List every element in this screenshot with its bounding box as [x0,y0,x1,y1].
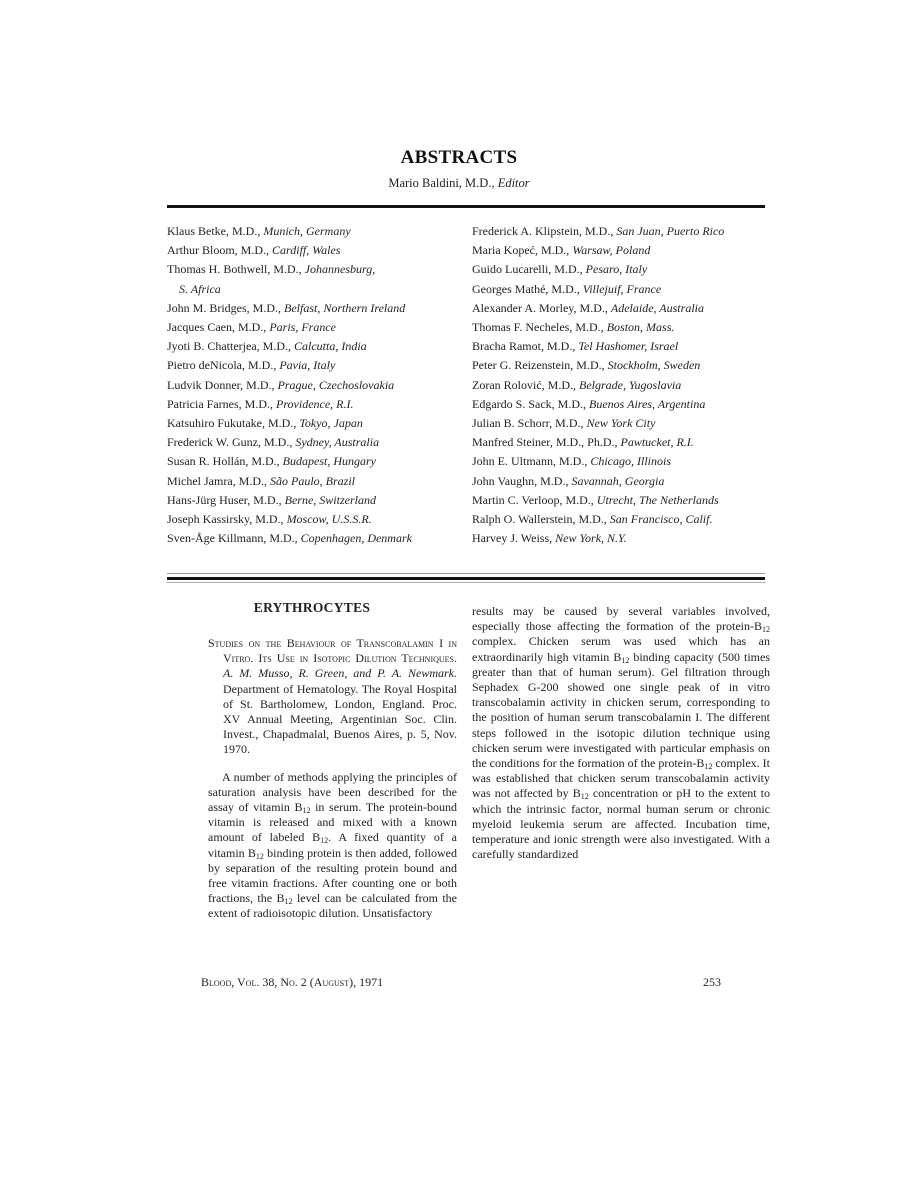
board-member [167,510,457,529]
board-member-location: Belfast, Northern Ireland [284,300,406,315]
board-member [472,222,772,241]
abstract-body-right [472,604,770,862]
board-member-location: Warsaw, Poland [572,243,651,258]
subscript: 12 [284,897,293,907]
board-member [472,491,772,510]
board-member-name: Katsuhiro Fukutake, M.D., [167,416,300,431]
board-member [167,395,457,414]
board-member-name: Georges Mathé, M.D., [472,281,583,296]
board-member [167,318,457,337]
body-text-segment: A number of methods applying the principles of saturation analysis have been described for the assay of vitamin B [208,769,457,815]
board-member-location: São Paulo, Brazil [269,473,355,488]
page-number: 253 [703,975,721,989]
editor-name: Mario Baldini, M.D., [388,176,498,190]
board-member [472,299,772,318]
board-member-location: Stockholm, Sweden [607,358,701,373]
board-member-name: Joseph Kassirsky, M.D., [167,512,287,527]
separator-rule-thin-bottom [167,582,765,583]
board-member-name: Arthur Bloom, M.D., [167,243,272,258]
board-member-location: Adelaide, Australia [610,300,704,315]
board-member [167,260,457,279]
board-member-location: New York, N.Y. [555,531,627,546]
board-member-location: Copenhagen, Denmark [300,531,412,546]
board-member-name: Ralph O. Wallerstein, M.D., [472,512,610,527]
board-member-name: Klaus Betke, M.D., [167,224,264,238]
board-member-location: Pawtucket, R.I. [620,435,694,450]
header-rule [167,205,765,208]
board-member [472,433,772,452]
board-member-name: Julian B. Schorr, M.D., [472,416,587,431]
board-member-location: Johannesburg, [304,262,376,277]
board-member-location: Moscow, U.S.S.R. [286,512,372,527]
board-member-name: Peter G. Reizenstein, M.D., [472,358,608,373]
body-text-segment: in serum. The protein-bound vitamin is released and mixed with a known amount of labeled B [208,800,457,845]
board-member [472,414,772,433]
board-member-name: Martin C. Verloop, M.D., [472,492,597,507]
board-member-location: Cardiff, Wales [272,243,341,258]
section-heading: ERYTHROCYTES [253,600,371,615]
body-text-segment: concentration or pH to the extent to which the intrinsic factor, normal human serum or chronic myeloid leukemia serum are affected. Incubation time, temperature and ionic strength were also investigated. With a carefully standardized [472,786,770,862]
board-member-name: Pietro deNicola, M.D., [167,358,280,373]
board-member-name: Thomas H. Bothwell, M.D., [167,262,305,277]
board-member-name: Ludvik Donner, M.D., [167,377,278,392]
board-member [472,529,772,548]
board-member-location: Villejuif, France [582,281,662,296]
board-member-name: Maria Kopeć, M.D., [472,243,573,258]
board-member-name: Thomas F. Necheles, M.D., [472,320,607,335]
board-member-name: Hans-Jürg Huser, M.D., [167,492,285,507]
subscript: 12 [762,625,770,635]
separator-rule-thick [167,577,765,580]
board-member [472,510,772,529]
board-member [167,433,457,452]
board-member-name: Jyoti B. Chatterjea, M.D., [167,339,294,354]
board-member-name: Bracha Ramot, M.D., [472,339,579,354]
subscript: 12 [302,806,311,816]
board-member [167,376,457,395]
board-member [167,414,457,433]
board-member-name: John E. Ultmann, M.D., [472,454,591,469]
board-member-location: San Juan, Puerto Rico [616,224,725,238]
board-member-location: New York City [586,416,656,431]
board-member-location: Munich, Germany [263,224,351,238]
abstract-column-right [472,604,770,862]
editor-role: Editor [497,176,530,190]
body-text-segment: binding protein is then added, followed by separation of the resulting protein bound and free vitamin fractions. After counting one or both fractions, the B [208,845,457,906]
board-member-name: Michel Jamra, M.D., [167,473,270,488]
board-member [167,491,457,510]
board-member-location: Prague, Czechoslovakia [277,377,395,392]
board-member [167,452,457,471]
subscript: 12 [704,762,713,772]
board-member [472,356,772,375]
board-member-name: Jacques Caen, M.D., [167,320,270,335]
board-member-name: Zoran Rolović, M.D., [472,377,579,392]
board-member-location: Tel Hashomer, Israel [578,339,679,354]
subscript: 12 [320,836,329,846]
board-member-location: Pavia, Italy [279,358,336,373]
board-member-location: Sydney, Australia [295,435,380,450]
board-member [472,241,772,260]
body-text-segment: results may be caused by several variables involved, especially those affecting the formation of the protein-B [472,604,770,634]
board-member [472,337,772,356]
abstract-affiliation: Department of Hematology. The Royal Hospital of St. Bartholomew, London, England. Proc. XV Annual Meeting, Argentinian Soc. Clin. Invest., Chapadmalal, Buenos Aires, p. 5, Nov. 1970. [223,681,457,757]
board-member [167,337,457,356]
board-member-name: Guido Lucarelli, M.D., [472,262,586,277]
board-member [472,260,772,279]
board-member [167,529,457,548]
board-member-name: Patricia Farnes, M.D., [167,396,276,411]
board-member [167,241,457,260]
board-member-name: Alexander A. Morley, M.D., [472,300,611,315]
body-text-segment: binding capacity (500 times greater than that of human serum). Gel filtration through Sephadex G-200 showed one single peak of in vitro transcobalamin activity in chicken serum, corresponding to the position of human serum transcobalamin I. The different steps followed in the isotopic dilution technique using chicken serum were investigated with particular emphasis on the conditions for the formation of the protein-B [472,649,770,771]
board-member [472,280,772,299]
abstract-body-left [167,770,457,922]
board-member-name: John Vaughn, M.D., [472,473,572,488]
board-member-location: Pesaro, Italy [585,262,648,277]
board-member [472,472,772,491]
body-text-segment: . A fixed quantity of a vitamin B [208,830,457,860]
body-text-segment: complex. It was established that chicken serum transcobalamin activity was not affected by B [472,756,770,801]
board-member-name: Sven-Åge Killmann, M.D., [167,531,301,546]
board-member-name: Frederick A. Klipstein, M.D., [472,224,617,238]
board-member-location: Buenos Aires, Argentina [589,396,706,411]
board-member [167,222,457,241]
editorial-board-right [472,222,772,548]
board-member-location: Utrecht, The Netherlands [596,492,719,507]
page-title: ABSTRACTS [400,147,518,168]
abstract-authors: A. M. Musso, R. Green, and P. A. Newmark. [223,666,457,681]
board-member-location: Berne, Switzerland [284,492,376,507]
abstract-column-left [167,600,457,922]
subscript: 12 [580,792,589,802]
board-member-name: Edgardo S. Sack, M.D., [472,396,589,411]
abstract-title: Studies on the Behaviour of Transcobalamin I in Vitro. Its Use in Isotopic Dilution Techniques. [208,636,457,666]
board-member-name: Susan R. Hollán, M.D., [167,454,283,469]
board-member-location: Tokyo, Japan [299,416,363,431]
board-member-location: S. Africa [179,281,221,296]
board-member-location: Paris, France [269,320,336,335]
abstract-citation [182,636,457,758]
board-member [472,318,772,337]
board-member-location: Budapest, Hungary [282,454,376,469]
board-member [167,356,457,375]
board-member-location: Boston, Mass. [606,320,675,335]
board-member-name: Manfred Steiner, M.D., Ph.D., [472,435,621,450]
editorial-board-left [167,222,457,548]
board-member [167,299,457,318]
board-member-location: Savannah, Georgia [571,473,665,488]
board-member-name: Frederick W. Gunz, M.D., [167,435,296,450]
board-member-location: San Francisco, Calif. [609,512,713,527]
board-member-name: John M. Bridges, M.D., [167,300,285,315]
body-text-segment: level can be calculated from the extent of radioisotopic dilution. Unsatisfactory [208,891,457,921]
separator-rule-thin-top [167,573,765,574]
board-member-location: Belgrade, Yugoslavia [579,377,682,392]
board-member [472,376,772,395]
subscript: 12 [255,851,264,861]
subscript: 12 [621,655,630,665]
board-member-location: Chicago, Illinois [590,454,672,469]
body-text-segment: complex. Chicken serum was used which has an extraordinarily high vitamin B [472,634,770,664]
journal-citation-footer: Blood, Vol. 38, No. 2 (August), 1971 [201,975,384,989]
board-member [167,280,457,299]
board-member-location: Calcutta, India [293,339,367,354]
board-member [472,395,772,414]
board-member [472,452,772,471]
board-member [167,472,457,491]
editor-line [0,176,918,191]
board-member-location: Providence, R.I. [275,396,354,411]
board-member-name: Harvey J. Weiss, [472,531,556,546]
